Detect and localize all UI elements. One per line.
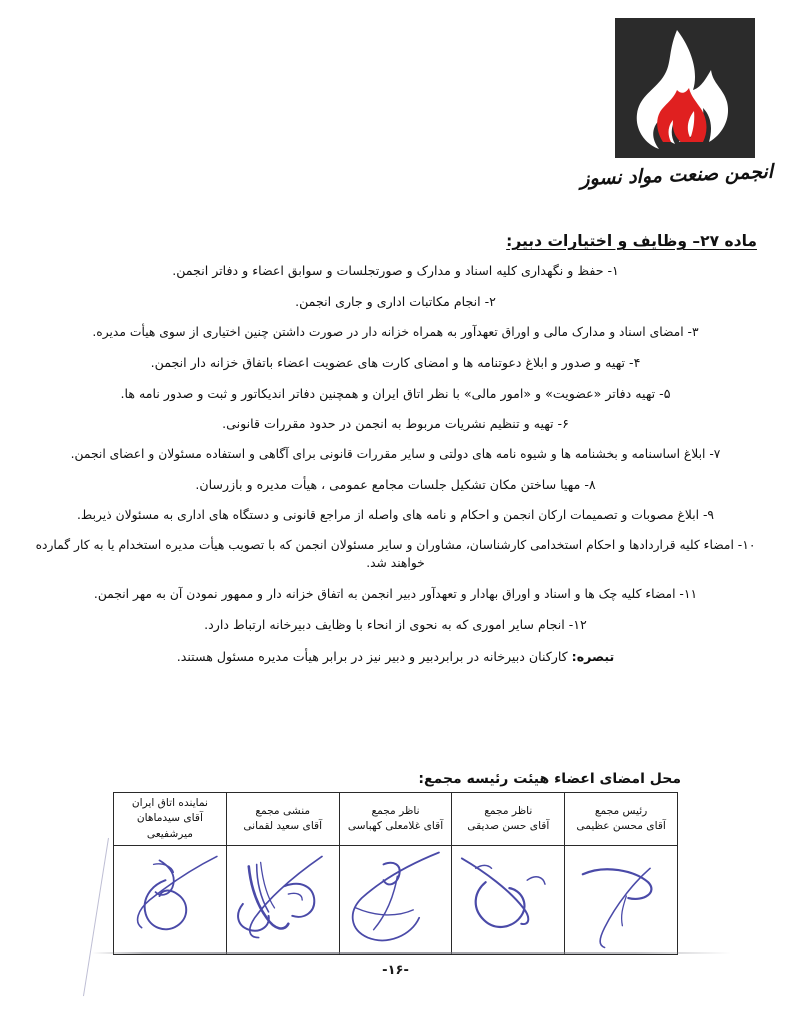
person-name: آقای محسن عظیمی <box>576 820 666 833</box>
flame-icon <box>615 18 755 158</box>
person-name: آقای سعید لقمانی <box>243 820 323 833</box>
clause-item: ۸- مهیا ساختن مکان تشکیل جلسات مجامع عمومی ، هیأت مدیره و بازرسان. <box>195 477 596 493</box>
table-header-cell <box>452 793 565 846</box>
role-label: نماینده اتاق ایران <box>131 797 208 809</box>
table-header-cell <box>565 793 678 846</box>
signature-cell <box>114 846 227 955</box>
signature-section-heading: محل امضای اعضاء هیئت رئیسه مجمع: <box>418 771 681 787</box>
logo-caption: انجمن صنعت مواد نسوز <box>579 160 774 191</box>
note-text: کارکنان دبیرخانه در برابردبیر و دبیر نیز در برابر هیأت مدیره مسئول هستند. <box>176 649 572 665</box>
clause-item: ۱۰- امضاء کلیه قراردادها و احکام استخدامی کارشناسان، مشاوران و سایر مسئولان انجمن که با تصویب هیأت مدیره استخدام یا به کار گمارده خواهند شد. <box>35 538 756 571</box>
note-label: تبصره: <box>571 649 615 665</box>
signature-cell <box>565 846 678 955</box>
page-number: -۱۶- <box>382 963 409 978</box>
role-label: ناظر مجمع <box>484 804 533 817</box>
signature-table-wrapper <box>113 792 678 955</box>
person-name: آقای غلامعلی کهباسی <box>347 820 444 833</box>
note-paragraph <box>18 648 773 666</box>
table-row <box>114 846 678 955</box>
clause-item: ۲- انجام مکاتبات اداری و جاری انجمن. <box>295 293 496 309</box>
section-title: ماده ۲۷– وظایف و اختیارات دبیر: <box>506 232 757 250</box>
clause-item: ۴- تهیه و صدور و ابلاغ دعوتنامه ها و امضای کارت های عضویت اعضاء باتفاق خزانه دار انجمن. <box>150 354 641 370</box>
role-label: منشی مجمع <box>255 804 311 817</box>
clause-item: ۷- ابلاغ اساسنامه و بخشنامه ها و شیوه نامه های دولتی و سایر مقررات قانونی برای آگاهی و استفاده مسئولان و اعضای انجمن. <box>70 447 721 462</box>
clause-item: ۱۱- امضاء کلیه چک ها و اسناد و اوراق بهادار و تعهدآور دبیر انجمن به اتفاق خزانه دار و ممهور نمودن آن به مهر انجمن. <box>93 586 698 601</box>
scan-artifact-line <box>92 952 731 954</box>
signature-cell <box>339 846 452 955</box>
clause-item: ۶- تهیه و تنظیم نشریات مربوط به انجمن در حدود مقررات قانونی. <box>222 416 569 432</box>
clause-item: ۹- ابلاغ مصوبات و تصمیمات ارکان انجمن و احکام و نامه های واصله از مراجع قانونی و دستگاه های اداری به مسئولان ذیربط. <box>77 508 714 523</box>
person-name: آقای سیدماهان میرشفیعی <box>136 812 203 840</box>
table-header-cell <box>226 793 339 846</box>
role-label: رئیس مجمع <box>594 804 648 817</box>
table-header-cell <box>339 793 452 846</box>
role-label: ناظر مجمع <box>371 804 420 817</box>
clause-item: ۵- تهیه دفاتر «عضویت» و «امور مالی» با نظر اتاق ایران و همچنین دفاتر اندیکاتور و ثبت و صدور نامه ها. <box>120 385 671 401</box>
signature-cell <box>452 846 565 955</box>
association-logo <box>579 18 774 191</box>
table-header-cell <box>114 793 227 846</box>
table-header-row <box>114 793 678 846</box>
signature-cell <box>226 846 339 955</box>
person-name: آقای حسن صدیقی <box>467 820 550 833</box>
clause-item: ۳- امضای اسناد و مدارک مالی و اوراق تعهدآور به همراه خزانه دار در صورت داشتن چنین اختیاری از سوی هیأت مدیره. <box>92 324 699 339</box>
clause-list <box>18 262 773 666</box>
signature-table <box>113 792 678 955</box>
clause-item: ۱- حفظ و نگهداری کلیه اسناد و مدارک و صورتجلسات و سوابق اعضاء و دفاتر انجمن. <box>172 263 619 278</box>
clause-item: ۱۲- انجام سایر اموری که به نحوی از انحاء با وظایف دبیرخانه ارتباط دارد. <box>204 616 587 632</box>
